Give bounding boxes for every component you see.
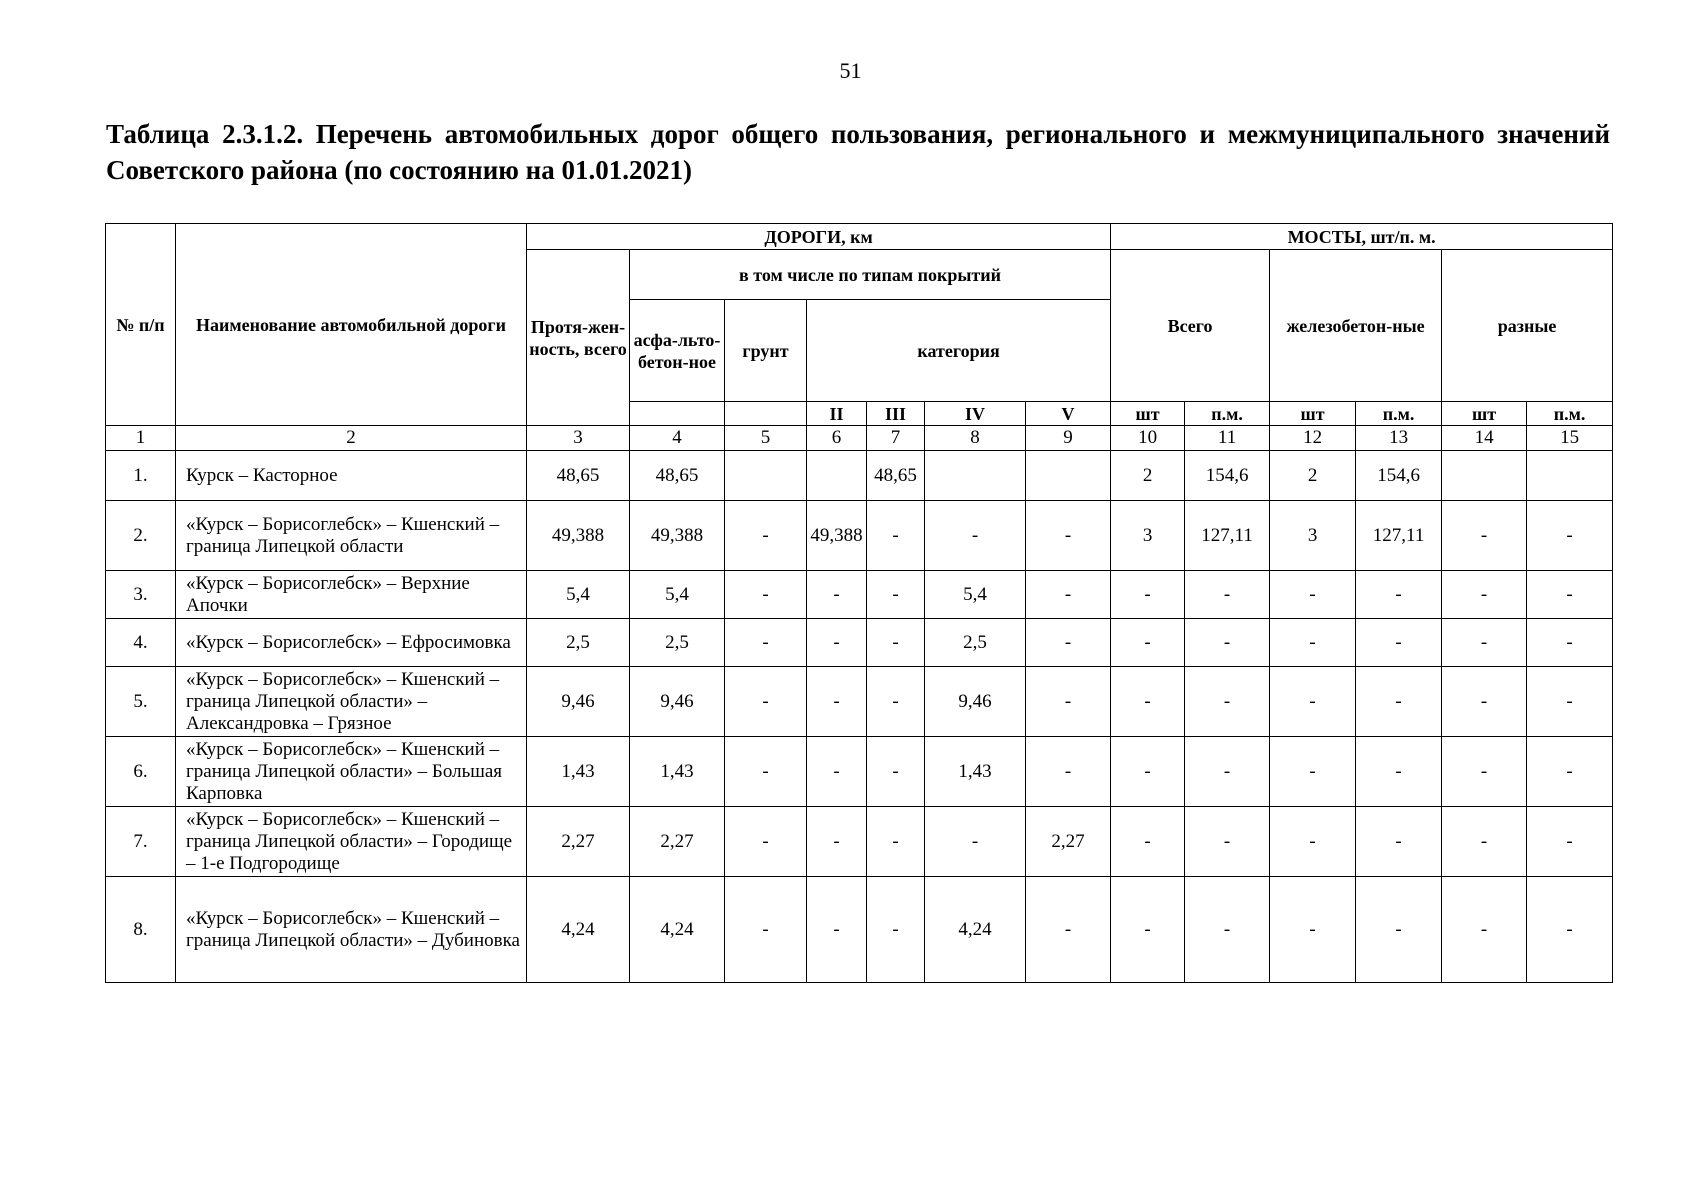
road-name: «Курск – Борисоглебск» – Верхние Апочки bbox=[176, 571, 527, 619]
table-cell: 9,46 bbox=[527, 667, 630, 737]
table-cell: - bbox=[1270, 737, 1356, 807]
table-cell: 3 bbox=[1111, 501, 1185, 571]
road-name: «Курск – Борисоглебск» – Кшенский – граница Липецкой области» – Александровка – Грязное bbox=[176, 667, 527, 737]
header-bridges-total: Всего bbox=[1111, 250, 1270, 402]
table-row bbox=[106, 807, 1613, 877]
table-cell: - bbox=[1527, 619, 1613, 667]
header-num: № п/п bbox=[106, 224, 176, 426]
table-body bbox=[106, 426, 1613, 983]
table-cell: 48,65 bbox=[867, 451, 925, 501]
table-header bbox=[106, 224, 1613, 426]
table-cell: 2,5 bbox=[630, 619, 725, 667]
column-number: 1 bbox=[106, 426, 176, 451]
header-empty bbox=[630, 402, 725, 426]
header-unit: п.м. bbox=[1356, 402, 1442, 426]
table-cell: 1,43 bbox=[630, 737, 725, 807]
header-cat: V bbox=[1026, 402, 1111, 426]
column-number: 11 bbox=[1185, 426, 1270, 451]
row-number: 3. bbox=[106, 571, 176, 619]
header-unit: шт bbox=[1111, 402, 1185, 426]
table-cell: 4,24 bbox=[925, 877, 1026, 983]
table-cell: 48,65 bbox=[630, 451, 725, 501]
header-by-surface: в том числе по типам покрытий bbox=[630, 250, 1111, 300]
table-cell: - bbox=[807, 877, 867, 983]
table-cell: 127,11 bbox=[1185, 501, 1270, 571]
table-cell: - bbox=[1527, 667, 1613, 737]
table-cell: - bbox=[725, 619, 807, 667]
table-cell: - bbox=[1111, 877, 1185, 983]
table-cell: - bbox=[867, 877, 925, 983]
header-cat: IV bbox=[925, 402, 1026, 426]
table-cell: - bbox=[1527, 737, 1613, 807]
table-cell: - bbox=[1185, 807, 1270, 877]
table-cell: 154,6 bbox=[1356, 451, 1442, 501]
column-number: 14 bbox=[1442, 426, 1527, 451]
header-cat: III bbox=[867, 402, 925, 426]
table-cell: - bbox=[1111, 737, 1185, 807]
row-number: 2. bbox=[106, 501, 176, 571]
table-cell: - bbox=[1185, 571, 1270, 619]
row-number: 4. bbox=[106, 619, 176, 667]
table-cell: 154,6 bbox=[1185, 451, 1270, 501]
table-cell bbox=[925, 451, 1026, 501]
table-cell: - bbox=[1356, 807, 1442, 877]
header-roads: ДОРОГИ, км bbox=[527, 224, 1111, 250]
table-cell: - bbox=[1527, 571, 1613, 619]
table-cell: - bbox=[725, 807, 807, 877]
table-cell: - bbox=[1527, 501, 1613, 571]
table-row bbox=[106, 877, 1613, 983]
table-cell: - bbox=[1270, 619, 1356, 667]
table-cell: - bbox=[1026, 877, 1111, 983]
table-cell: - bbox=[807, 737, 867, 807]
header-category: категория bbox=[807, 300, 1111, 402]
table-cell: - bbox=[1442, 619, 1527, 667]
table-cell: - bbox=[1026, 501, 1111, 571]
table-cell: - bbox=[725, 667, 807, 737]
table-cell bbox=[1026, 451, 1111, 501]
header-cat: II bbox=[807, 402, 867, 426]
table-cell bbox=[807, 451, 867, 501]
road-name: «Курск – Борисоглебск» – Кшенский – граница Липецкой области» – Городище – 1-е Подгородище bbox=[176, 807, 527, 877]
table-cell: - bbox=[1111, 667, 1185, 737]
table-cell: 5,4 bbox=[527, 571, 630, 619]
table-cell: - bbox=[1442, 501, 1527, 571]
table-cell: - bbox=[867, 807, 925, 877]
column-number: 6 bbox=[807, 426, 867, 451]
table-cell: 3 bbox=[1270, 501, 1356, 571]
table-row bbox=[106, 667, 1613, 737]
table-cell: - bbox=[1442, 667, 1527, 737]
table-cell: - bbox=[1527, 877, 1613, 983]
table-cell: - bbox=[1111, 571, 1185, 619]
table-cell: - bbox=[867, 737, 925, 807]
header-length: Протя-жен-ность, всего bbox=[527, 250, 630, 426]
table-cell: - bbox=[1111, 619, 1185, 667]
page-number: 51 bbox=[839, 58, 862, 83]
table-cell: - bbox=[1527, 807, 1613, 877]
row-number: 1. bbox=[106, 451, 176, 501]
header-ground: грунт bbox=[725, 300, 807, 402]
table-cell: - bbox=[1026, 737, 1111, 807]
column-number: 7 bbox=[867, 426, 925, 451]
header-unit: шт bbox=[1442, 402, 1527, 426]
column-number: 15 bbox=[1527, 426, 1613, 451]
table-cell: - bbox=[1270, 877, 1356, 983]
header-empty bbox=[725, 402, 807, 426]
table-cell: 2,27 bbox=[1026, 807, 1111, 877]
table-cell bbox=[1527, 451, 1613, 501]
table-cell: - bbox=[1442, 877, 1527, 983]
table-cell: - bbox=[1026, 571, 1111, 619]
table-cell: - bbox=[867, 501, 925, 571]
table-cell: - bbox=[1356, 571, 1442, 619]
table-cell: - bbox=[1356, 737, 1442, 807]
table-cell: 4,24 bbox=[630, 877, 725, 983]
table-cell: 2,27 bbox=[527, 807, 630, 877]
table-cell: 49,388 bbox=[527, 501, 630, 571]
table-cell: - bbox=[807, 619, 867, 667]
table-cell: 1,43 bbox=[925, 737, 1026, 807]
column-number: 5 bbox=[725, 426, 807, 451]
column-number: 8 bbox=[925, 426, 1026, 451]
table-cell: - bbox=[1185, 667, 1270, 737]
table-cell: - bbox=[867, 571, 925, 619]
table-cell bbox=[725, 451, 807, 501]
table-cell: - bbox=[925, 501, 1026, 571]
road-name: «Курск – Борисоглебск» – Кшенский – граница Липецкой области» – Дубиновка bbox=[176, 877, 527, 983]
table-row bbox=[106, 571, 1613, 619]
column-number: 9 bbox=[1026, 426, 1111, 451]
column-number: 10 bbox=[1111, 426, 1185, 451]
table-cell: - bbox=[1356, 667, 1442, 737]
header-unit: п.м. bbox=[1527, 402, 1613, 426]
table-cell: 5,4 bbox=[925, 571, 1026, 619]
road-name: «Курск – Борисоглебск» – Кшенский – граница Липецкой области bbox=[176, 501, 527, 571]
table-cell: - bbox=[1270, 667, 1356, 737]
header-bridges-other: разные bbox=[1442, 250, 1613, 402]
table-row bbox=[106, 619, 1613, 667]
table-cell: 2 bbox=[1270, 451, 1356, 501]
table-cell: - bbox=[725, 877, 807, 983]
table-cell: - bbox=[1442, 737, 1527, 807]
table-cell: 2,5 bbox=[925, 619, 1026, 667]
table-cell: - bbox=[867, 619, 925, 667]
table-cell: 49,388 bbox=[630, 501, 725, 571]
table-cell: - bbox=[1356, 619, 1442, 667]
column-number: 2 bbox=[176, 426, 527, 451]
column-number: 13 bbox=[1356, 426, 1442, 451]
header-bridges-concrete: железобетон-ные bbox=[1270, 250, 1442, 402]
table-cell: 1,43 bbox=[527, 737, 630, 807]
table-cell: - bbox=[1185, 619, 1270, 667]
table-cell: - bbox=[725, 571, 807, 619]
row-number: 7. bbox=[106, 807, 176, 877]
table-cell: - bbox=[1185, 877, 1270, 983]
column-number: 3 bbox=[527, 426, 630, 451]
table-cell: - bbox=[925, 807, 1026, 877]
row-number: 5. bbox=[106, 667, 176, 737]
table-cell: - bbox=[807, 807, 867, 877]
table-row bbox=[106, 501, 1613, 571]
header-unit: шт bbox=[1270, 402, 1356, 426]
table-cell: 4,24 bbox=[527, 877, 630, 983]
table-cell: 127,11 bbox=[1356, 501, 1442, 571]
table-cell: 48,65 bbox=[527, 451, 630, 501]
road-name: «Курск – Борисоглебск» – Кшенский – граница Липецкой области» – Большая Карповка bbox=[176, 737, 527, 807]
table-cell: 9,46 bbox=[925, 667, 1026, 737]
table-cell: 49,388 bbox=[807, 501, 867, 571]
table-cell: - bbox=[807, 571, 867, 619]
header-bridges: МОСТЫ, шт/п. м. bbox=[1111, 224, 1613, 250]
table-row bbox=[106, 737, 1613, 807]
table-cell: - bbox=[1442, 571, 1527, 619]
table-cell: - bbox=[1026, 619, 1111, 667]
table-cell: - bbox=[725, 501, 807, 571]
row-number: 6. bbox=[106, 737, 176, 807]
table-cell: - bbox=[1185, 737, 1270, 807]
table-caption: Таблица 2.3.1.2. Перечень автомобильных дорог общего пользования, регионального и межмуниципального значений Советского района (по состоянию на 01.01.2021) bbox=[106, 119, 1610, 185]
table-cell: - bbox=[1026, 667, 1111, 737]
table-cell: 2,27 bbox=[630, 807, 725, 877]
table-cell bbox=[1442, 451, 1527, 501]
header-name: Наименование автомобильной дороги bbox=[176, 224, 527, 426]
table-cell: 5,4 bbox=[630, 571, 725, 619]
table-cell: - bbox=[1111, 807, 1185, 877]
table-row bbox=[106, 451, 1613, 501]
table-cell: 2 bbox=[1111, 451, 1185, 501]
table-cell: - bbox=[867, 667, 925, 737]
header-asphalt: асфа-льто-бетон-ное bbox=[630, 300, 725, 402]
table-cell: - bbox=[725, 737, 807, 807]
column-number: 4 bbox=[630, 426, 725, 451]
table-cell: - bbox=[1356, 877, 1442, 983]
table-cell: - bbox=[1442, 807, 1527, 877]
table-cell: - bbox=[1270, 807, 1356, 877]
roads-table bbox=[105, 223, 1613, 983]
header-unit: п.м. bbox=[1185, 402, 1270, 426]
table-cell: - bbox=[807, 667, 867, 737]
table-cell: 2,5 bbox=[527, 619, 630, 667]
road-name: Курск – Касторное bbox=[176, 451, 527, 501]
row-number: 8. bbox=[106, 877, 176, 983]
table-cell: - bbox=[1270, 571, 1356, 619]
road-name: «Курск – Борисоглебск» – Ефросимовка bbox=[176, 619, 527, 667]
table-cell: 9,46 bbox=[630, 667, 725, 737]
column-number: 12 bbox=[1270, 426, 1356, 451]
column-numbers-row bbox=[106, 426, 1613, 451]
